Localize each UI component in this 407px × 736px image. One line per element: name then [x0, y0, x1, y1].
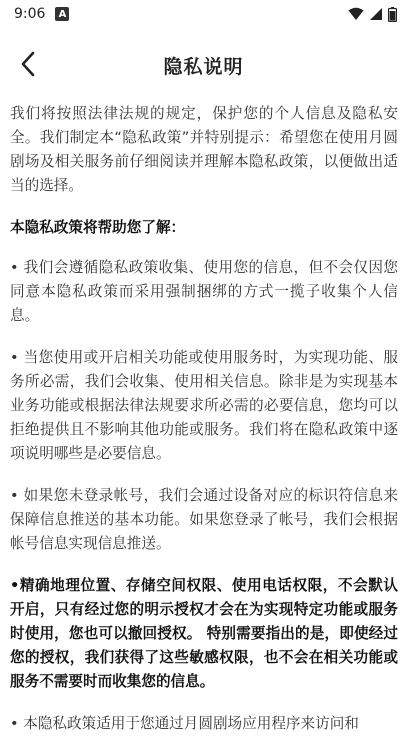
wifi-icon — [348, 7, 364, 21]
nav-bar — [0, 28, 407, 102]
cell-signal-icon — [369, 7, 383, 21]
chevron-left-icon — [20, 51, 36, 77]
status-time: 9:06 — [14, 6, 46, 22]
bullet-paragraph: • 如果您未登录帐号，我们会通过设备对应的标识符信息来保障信息推送的基本功能。如果您登录了帐号，我们会根据帐号信息实现信息推送。 — [10, 487, 398, 552]
bold-bullet-paragraph: •精确地理位置、存储空间权限、使用电话权限，不会默认开启，只有经过您的明示授权才会在为实现特定功能或服务时使用，您也可以撤回授权。 特别需要指出的是，即使经过您的授权，我们获得了这些敏感权限，也不会在相关功能或服务不需要时而收集您的信息。 — [10, 577, 398, 690]
back-button[interactable] — [10, 46, 46, 82]
notification-a-icon: A — [55, 7, 69, 21]
status-left — [14, 6, 69, 22]
status-bar — [0, 0, 407, 28]
status-right — [348, 7, 397, 22]
bullet-paragraph: • 我们会遵循隐私政策收集、使用您的信息，但不会仅因您同意本隐私政策而采用强制捆绑的方式一揽子收集个人信息。 — [10, 259, 398, 324]
page-title: 隐私说明 — [163, 55, 244, 78]
section-heading: 本隐私政策将帮助您了解： — [10, 219, 186, 236]
bullet-paragraph: • 本隐私政策适用于您通过月圆剧场应用程序来访问和 — [10, 715, 359, 732]
privacy-content — [0, 102, 407, 736]
bullet-paragraph: • 当您使用或开启相关功能或使用服务时，为实现功能、服务所必需，我们会收集、使用相关信息。除非是为实现基本业务功能或根据法律法规要求所必需的必要信息，您均可以拒绝提供且不影响其他功能或服务。我们将在隐私政策中逐项说明哪些是必要信息。 — [10, 349, 398, 462]
battery-icon — [388, 7, 397, 22]
intro-paragraph: 我们将按照法律法规的规定，保护您的个人信息及隐私安全。我们制定本“隐私政策”并特别提示：希望您在使用月圆剧场及相关服务前仔细阅读并理解本隐私政策，以便做出适当的选择。 — [10, 105, 398, 194]
